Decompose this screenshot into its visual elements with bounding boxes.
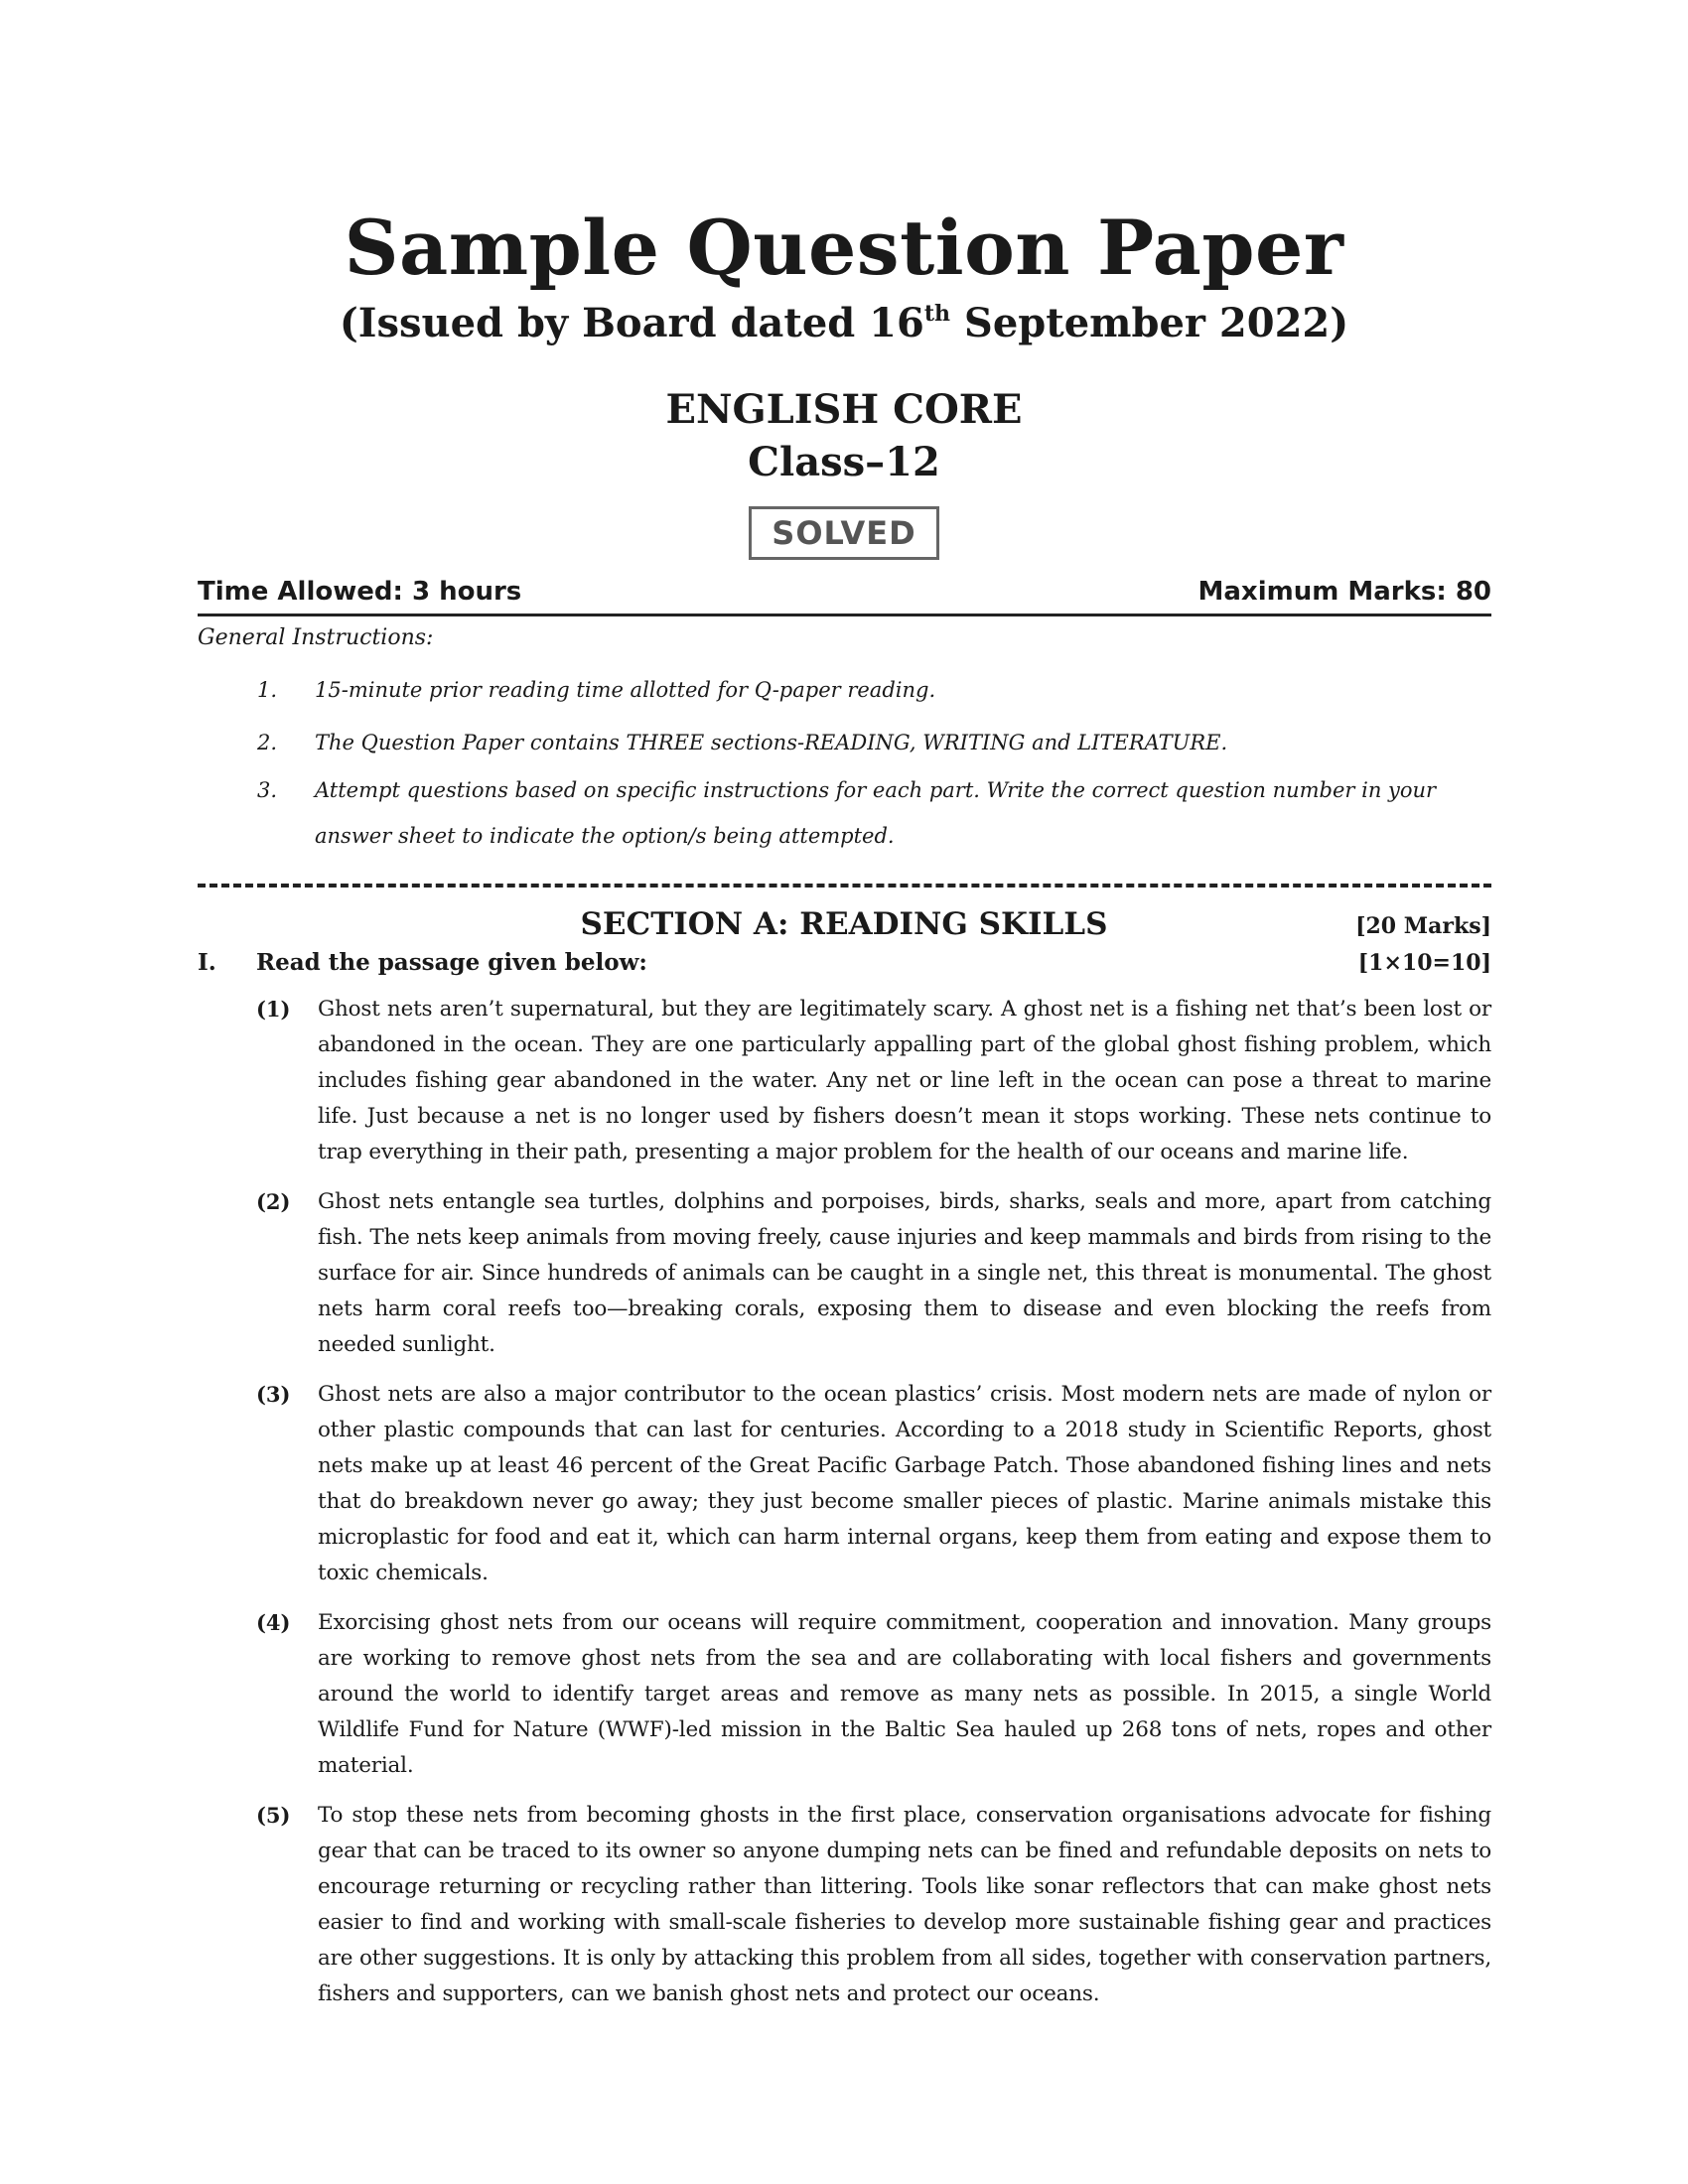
instruction-item [257, 720, 1491, 765]
instruction-item [257, 767, 1491, 859]
question-prompt: Read the passage given below: [256, 949, 647, 976]
dashed-separator [198, 884, 1491, 887]
page-title: Sample Question Paper [344, 204, 1344, 292]
instruction-text: The Question Paper contains THREE sections-READING, WRITING and LITERATURE. [315, 731, 1228, 754]
header-divider [198, 614, 1491, 616]
paragraph-number: (3) [256, 1382, 291, 1407]
instruction-item [257, 667, 1491, 713]
section-marks: [20 Marks] [1355, 913, 1491, 939]
paragraph-text: To stop these nets from becoming ghosts in the first place, conservation organisations advocate for fishing gear that can be traced to its owner so anyone dumping nets can be fined and refundable deposits on nets to encourage returning or recycling rather than littering. Tools like sonar reflectors that can make ghost nets easier to find and working with small-scale fisheries to develop more sustainable fishing gear and practices are other suggestions. It is only by attacking this problem from all sides, together with conservation partners, fishers and supporters, can we banish ghost nets and protect our oceans. [318, 1803, 1491, 2006]
passage-paragraph [256, 1377, 1491, 1591]
paragraph-text: Ghost nets entangle sea turtles, dolphins and porpoises, birds, sharks, seals and more, apart from catching fish. The nets keep animals from moving freely, cause injuries and keep mammals and birds from rising to the surface for air. Since hundreds of animals can be caught in a single net, this threat is monumental. The ghost nets harm coral reefs too—breaking corals, exposing them to disease and even blocking the reefs from needed sunlight. [318, 1189, 1491, 1357]
solved-badge: SOLVED [749, 506, 938, 560]
paragraph-number: (1) [256, 997, 291, 1022]
paragraph-text: Ghost nets are also a major contributor to the ocean plastics’ crisis. Most modern nets are made of nylon or other plastic compounds that can last for centuries. According to a 2018 study in Scientific Reports, ghost nets make up at least 46 percent of the Great Pacific Garbage Patch. Those abandoned fishing lines and nets that do breakdown never go away; they just become smaller pieces of plastic. Marine animals mistake this microplastic for food and eat it, which can harm internal organs, keep them from eating and expose them to toxic chemicals. [318, 1382, 1491, 1585]
exam-meta-row [198, 572, 1491, 612]
question-marks: [1×10=10] [1357, 950, 1491, 976]
class-heading: Class–12 [748, 439, 940, 485]
subject-heading: ENGLISH CORE [665, 386, 1023, 433]
question-number: I. [198, 949, 216, 976]
passage-paragraph [256, 1798, 1491, 2012]
paragraph-number: (5) [256, 1803, 291, 1828]
instruction-text: Attempt questions based on specific instructions for each part. Write the correct question number in your answer sheet to indicate the option/s being attempted. [315, 778, 1437, 848]
instruction-number: 2. [257, 731, 278, 754]
time-allowed: Time Allowed: 3 hours [198, 577, 522, 607]
maximum-marks: Maximum Marks: 80 [1197, 577, 1491, 607]
instructions-heading: General Instructions: [198, 625, 434, 650]
solved-badge-wrap [0, 506, 1688, 560]
passage-paragraph [256, 1605, 1491, 1784]
paragraph-text: Ghost nets aren’t supernatural, but they are legitimately scary. A ghost net is a fishing net that’s been lost or abandoned in the ocean. They are one particularly appalling part of the global ghost fishing problem, which includes fishing gear abandoned in the water. Any net or line left in the ocean can pose a threat to marine life. Just because a net is no longer used by fishers doesn’t mean it stops working. These nets continue to trap everything in their path, presenting a major problem for the health of our oceans and marine life. [318, 997, 1491, 1164]
passage-paragraph [256, 992, 1491, 1170]
instruction-number: 1. [257, 678, 278, 702]
section-title: SECTION A: READING SKILLS [580, 906, 1108, 942]
paragraph-number: (4) [256, 1610, 291, 1635]
instruction-number: 3. [257, 778, 278, 802]
issued-subtitle [0, 298, 1688, 349]
paragraph-text: Exorcising ghost nets from our oceans will require commitment, cooperation and innovation. Many groups are working to remove ghost nets from the sea and are collaborating with local fishers and governments around the world to identify target areas and remove as many nets as possible. In 2015, a single World Wildlife Fund for Nature (WWF)-led mission in the Baltic Sea hauled up 268 tons of nets, ropes and other material. [318, 1610, 1491, 1778]
passage-paragraph [256, 1184, 1491, 1363]
paragraph-number: (2) [256, 1189, 291, 1214]
instruction-text: 15-minute prior reading time allotted for Q-paper reading. [315, 678, 936, 702]
subtitle-ordinal: th [923, 301, 950, 327]
subtitle-start: (Issued by Board dated 16 [339, 300, 924, 346]
subtitle-end: September 2022) [950, 300, 1349, 346]
